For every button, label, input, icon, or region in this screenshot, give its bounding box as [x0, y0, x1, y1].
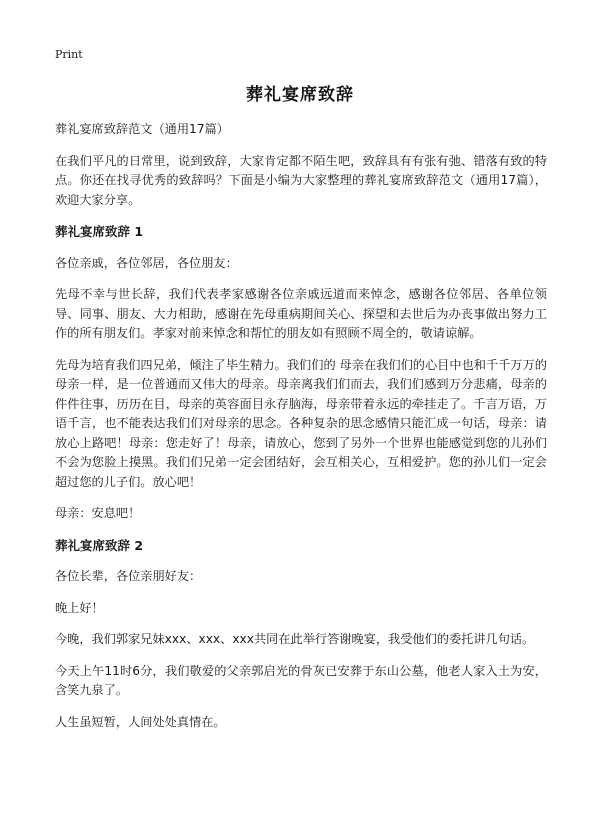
- paragraph: 今天上午11时6分，我们敬爱的父亲郭启光的骨灰已安葬于东山公墓，他老人家入土为安，含笑九泉了。: [55, 663, 547, 697]
- subtitle: 葬礼宴席致辞范文（通用17篇）: [55, 122, 229, 136]
- print-label[interactable]: Print: [55, 48, 83, 61]
- paragraph: 晚上好！: [55, 600, 104, 615]
- paragraph: 先母不幸与世长辞，我们代表孝家感谢各位亲戚远道而来悼念，感谢各位邻居、各单位领导、同事、朋友、大力相助，感谢在先母重病期间关心、探望和去世后为办丧事做出努力工作的所有朋友们。孝家对前来悼念和帮忙的朋友如有照顾不周全的，敬请谅解。: [55, 287, 547, 340]
- section-heading-2: 葬礼宴席致辞 2: [55, 537, 144, 553]
- paragraph: 人生虽短暂，人间处处真情在。: [55, 714, 226, 729]
- document-body: [55, 120, 547, 744]
- intro-paragraph: 在我们平凡的日常里，说到致辞，大家肯定都不陌生吧，致辞具有有张有弛、错落有致的特点。你还在找寻优秀的致辞吗？下面是小编为大家整理的葬礼宴席致辞范文（通用17篇），欢迎大家分享。: [55, 153, 547, 207]
- paragraph: 今晚，我们郭家兄妹xxx、xxx、xxx共同在此举行答谢晚宴，我受他们的委托讲几句话。: [55, 632, 535, 646]
- paragraph: 母亲：安息吧！: [55, 506, 141, 520]
- section-heading-1: 葬礼宴席致辞 1: [55, 224, 144, 239]
- paragraph: 各位长辈，各位亲朋好友：: [55, 569, 202, 583]
- paragraph: 先母为培育我们四兄弟，倾注了毕生精力。我们们的 母亲在我们们的心目中也和千千万万的母亲一样，是一位普通而又伟大的母亲。母亲离我们们而去，我们们感到万分悲痛，母亲的件件往事，历历在目，母亲的英容面目永存脑海，母亲带着永远的牵挂走了。千言万语，万语千言，也不能表达我们们对母亲的思念。各种复杂的思念感情只能汇成一句话，母亲：请放心上路吧！母亲：您走好了！母亲，请放心，您到了另外一个世界也能感觉到您的儿孙们不会为您脸上摸黑。我们们兄弟一定会团结好，会互相关心，互相爱护。您的孙儿们一定会超过您的儿子们。放心吧！: [55, 357, 547, 489]
- page-title: 葬礼宴席致辞: [246, 85, 354, 105]
- paragraph: 各位亲戚，各位邻居，各位朋友：: [55, 255, 238, 270]
